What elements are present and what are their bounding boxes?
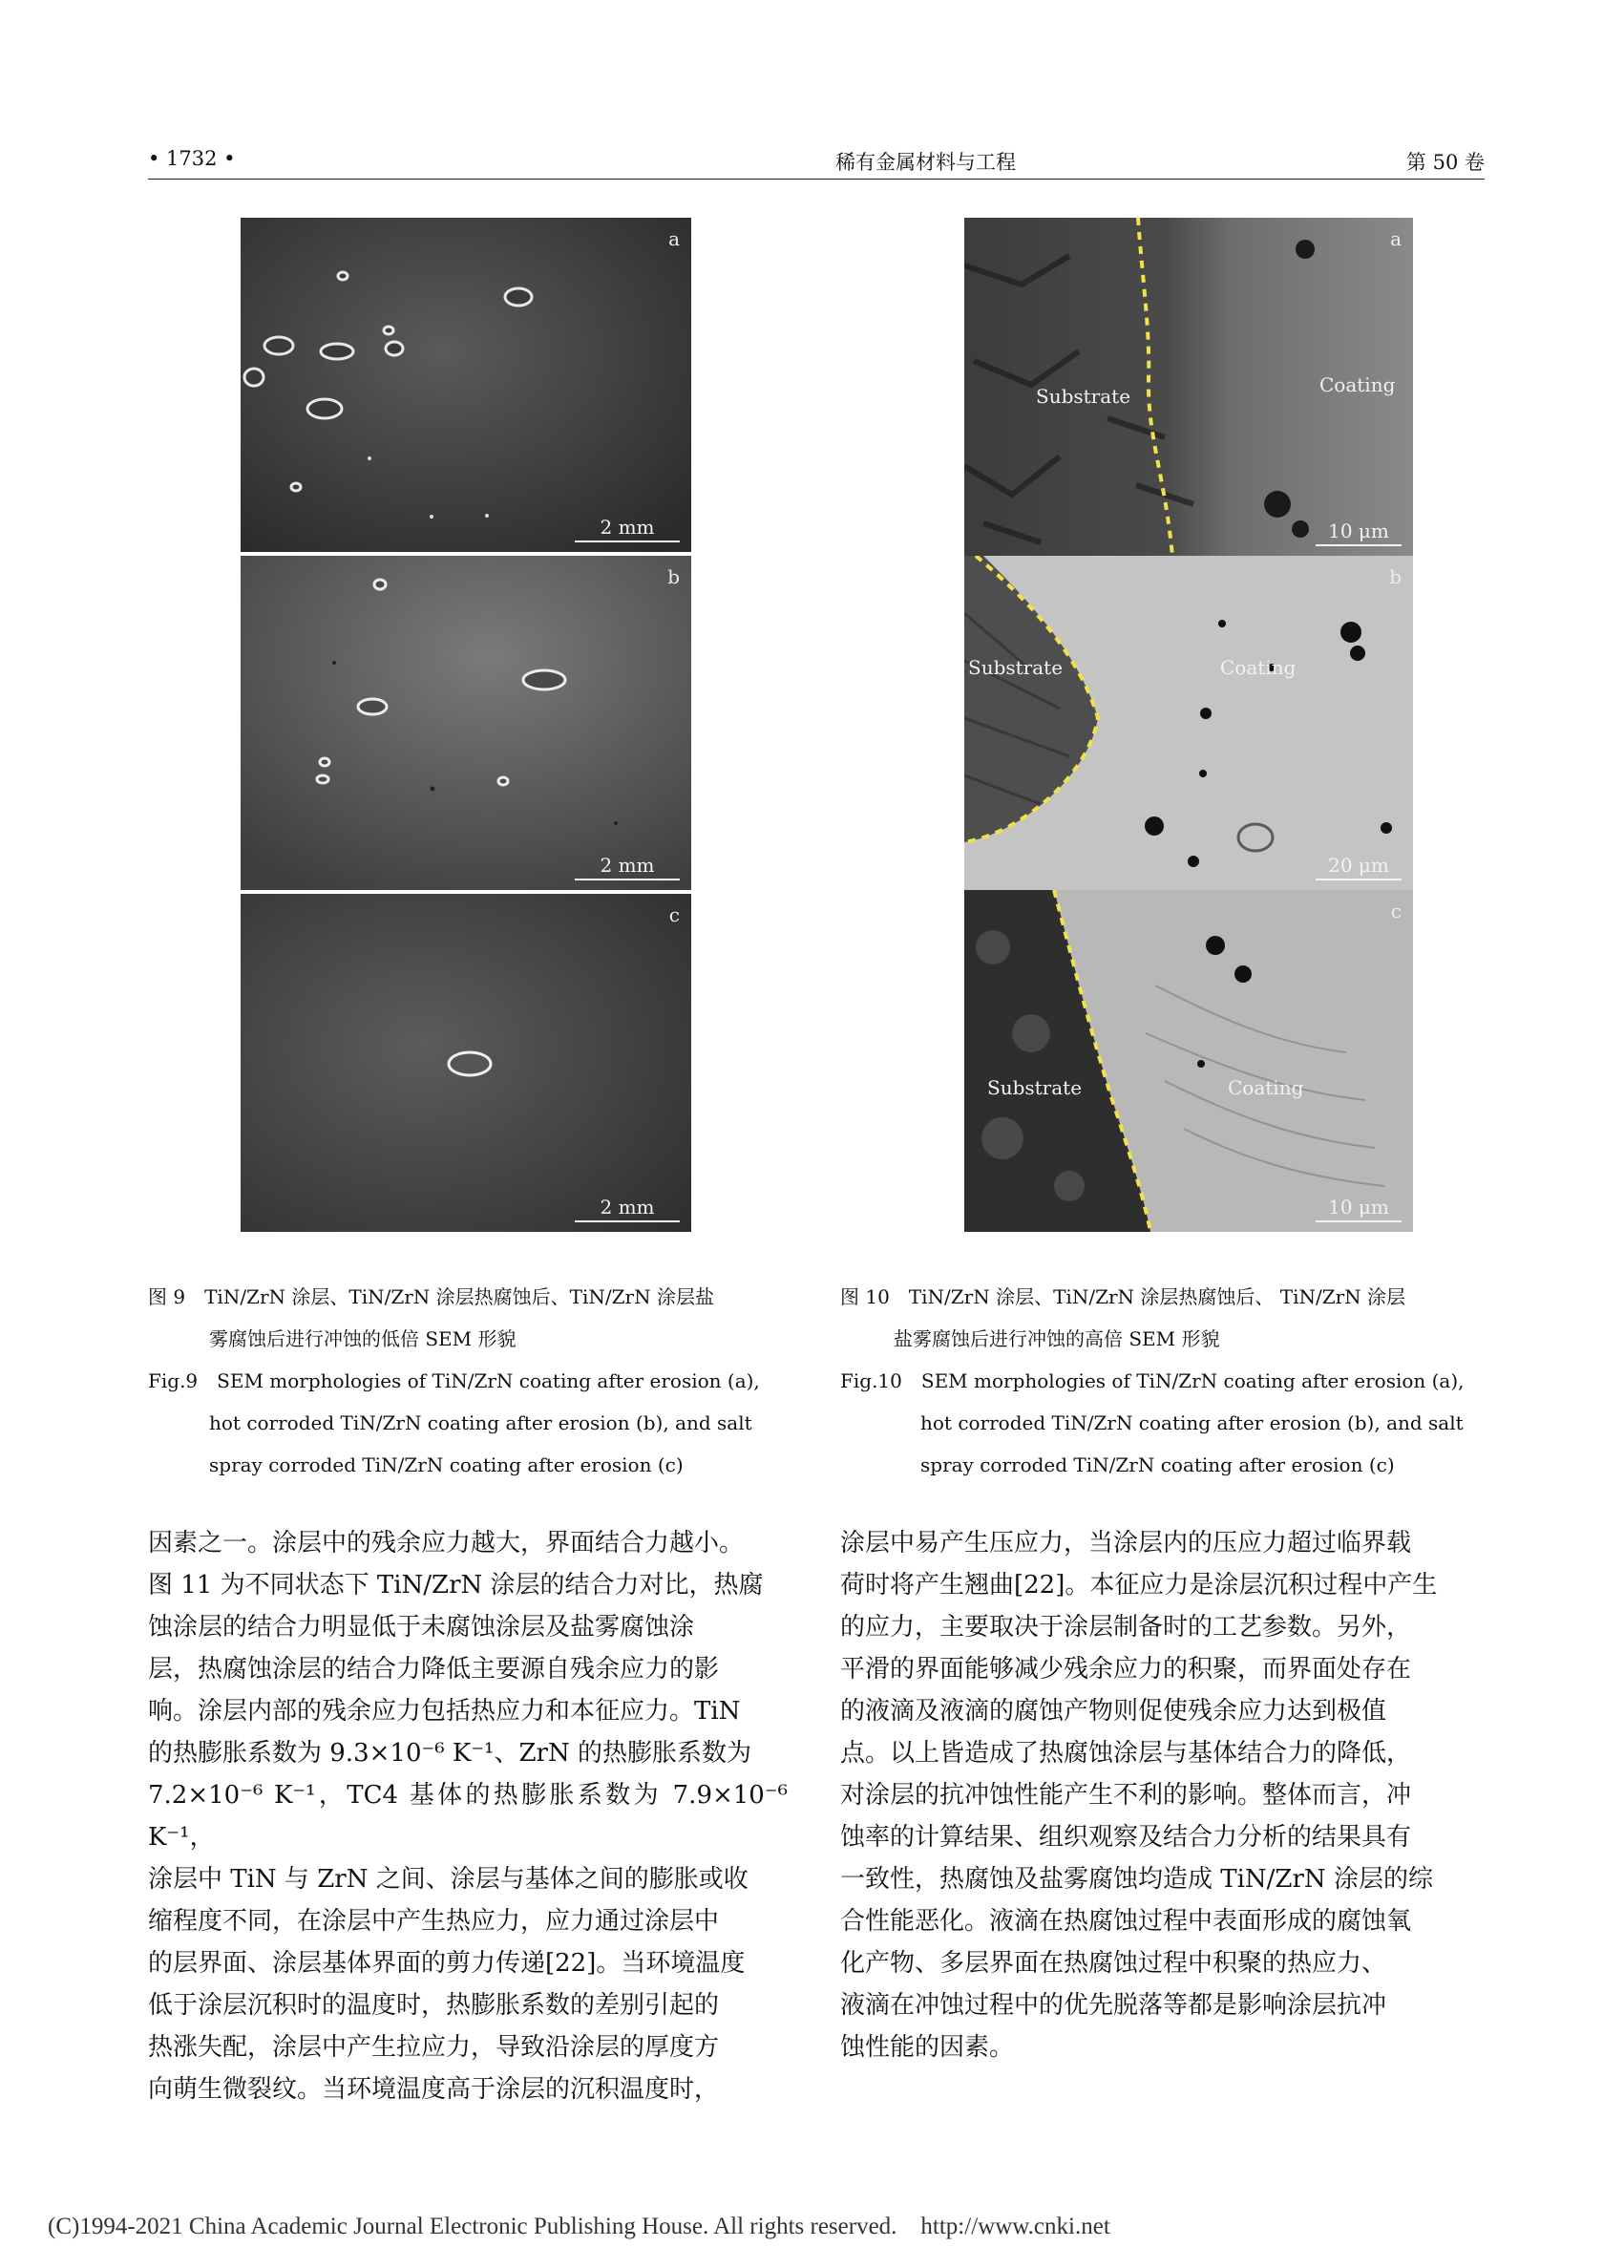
text-line: 的热膨胀系数为 9.3×10⁻⁶ K⁻¹、ZrN 的热膨胀系数为 <box>148 1739 751 1768</box>
text-line: 的液滴及液滴的腐蚀产物则促使残余应力达到极值 <box>840 1697 1387 1726</box>
text-line: 蚀涂层的结合力明显低于未腐蚀涂层及盐雾腐蚀涂 <box>148 1613 695 1642</box>
scale-bar: 2 mm <box>575 516 680 542</box>
text-line: 缩程度不同，在涂层中产生热应力，应力通过涂层中 <box>148 1907 720 1936</box>
text-line: 低于涂层沉积时的温度时，热膨胀系数的差别引起的 <box>148 1991 720 2020</box>
body-column-right <box>840 1522 1480 2068</box>
text-line: 的层界面、涂层基体界面的剪力传递[22]。当环境温度 <box>148 1949 746 1978</box>
text-line: 因素之一。涂层中的残余应力越大，界面结合力越小。 <box>148 1529 745 1558</box>
text-line: 一致性，热腐蚀及盐雾腐蚀均造成 TiN/ZrN 涂层的综 <box>840 1865 1433 1894</box>
fig10-panel-c <box>964 890 1413 1232</box>
substrate-label: Substrate <box>1036 385 1131 408</box>
text-line: 液滴在冲蚀过程中的优先脱落等都是影响涂层抗冲 <box>840 1991 1387 2020</box>
text-line: 层，热腐蚀涂层的结合力降低主要源自残余应力的影 <box>148 1655 720 1684</box>
substrate-label: Substrate <box>968 656 1064 679</box>
caption-en-line: hot corroded TiN/ZrN coating after erosion (b), and salt <box>920 1411 1464 1434</box>
caption-en-line: spray corroded TiN/ZrN coating after erosion (c) <box>920 1453 1395 1476</box>
panel-label: c <box>1390 900 1402 922</box>
scale-bar: 2 mm <box>575 1196 680 1222</box>
text-line: 荷时将产生翘曲[22]。本征应力是涂层沉积过程中产生 <box>840 1571 1438 1600</box>
sem-image-low-mag-b <box>241 556 691 890</box>
fig10-caption <box>840 1276 1489 1486</box>
fig9-caption <box>148 1276 797 1486</box>
scale-bar: 2 mm <box>575 854 680 880</box>
text-line: 点。以上皆造成了热腐蚀涂层与基体结合力的降低， <box>840 1739 1412 1768</box>
caption-cn-line: 雾腐蚀后进行冲蚀的低倍 SEM 形貌 <box>209 1327 517 1350</box>
panel-label: a <box>1390 227 1402 250</box>
sem-image-high-mag-c <box>964 890 1413 1232</box>
substrate-label: Substrate <box>987 1076 1083 1099</box>
figure-9 <box>241 218 691 1232</box>
text-line: 对涂层的抗冲蚀性能产生不利的影响。整体而言，冲 <box>840 1781 1412 1810</box>
panel-label: c <box>668 903 680 926</box>
caption-en-line: spray corroded TiN/ZrN coating after erosion (c) <box>209 1453 684 1476</box>
text-line: 合性能恶化。液滴在热腐蚀过程中表面形成的腐蚀氧 <box>840 1907 1412 1936</box>
caption-cn-line: 图 9 TiN/ZrN 涂层、TiN/ZrN 涂层热腐蚀后、TiN/ZrN 涂层盐 <box>148 1285 714 1308</box>
text-line: 图 11 为不同状态下 TiN/ZrN 涂层的结合力对比，热腐 <box>148 1571 764 1600</box>
figure-10 <box>964 218 1413 1232</box>
coating-label: Coating <box>1228 1076 1304 1099</box>
sem-image-low-mag-a <box>241 218 691 552</box>
text-line: 响。涂层内部的残余应力包括热应力和本征应力。TiN <box>148 1697 741 1726</box>
text-line: 平滑的界面能够减少残余应力的积聚，而界面处存在 <box>840 1655 1412 1684</box>
caption-cn-line: 盐雾腐蚀后进行冲蚀的高倍 SEM 形貌 <box>894 1327 1220 1350</box>
caption-cn-line: 图 10 TiN/ZrN 涂层、TiN/ZrN 涂层热腐蚀后、 TiN/ZrN 涂层 <box>840 1285 1406 1308</box>
fig10-panel-b <box>964 556 1413 890</box>
journal-name: 稀有金属材料与工程 <box>835 151 1016 174</box>
sem-image-high-mag-b <box>964 556 1413 890</box>
fig9-panel-a <box>241 218 691 552</box>
text-line: 7.2×10⁻⁶ K⁻¹，TC4 基体的热膨胀系数为 7.9×10⁻⁶ K⁻¹， <box>148 1781 788 1852</box>
fig10-panel-a <box>964 218 1413 556</box>
scale-bar: 20 μm <box>1316 854 1402 880</box>
text-line: 化产物、多层界面在热腐蚀过程中积聚的热应力、 <box>840 1949 1387 1978</box>
volume-number: 第 50 卷 <box>1405 151 1485 174</box>
text-line: 热涨失配，涂层中产生拉应力，导致沿涂层的厚度方 <box>148 2033 720 2062</box>
coating-label: Coating <box>1220 656 1297 679</box>
panel-label: a <box>668 227 680 250</box>
body-column-left <box>148 1522 788 2110</box>
fig9-panel-b <box>241 556 691 890</box>
page-number: • 1732 • <box>148 147 236 170</box>
caption-en-line: Fig.9 SEM morphologies of TiN/ZrN coating after erosion (a), <box>148 1369 760 1392</box>
text-line: 的应力，主要取决于涂层制备时的工艺参数。另外， <box>840 1613 1412 1642</box>
header-rule <box>148 179 1485 180</box>
caption-en-line: Fig.10 SEM morphologies of TiN/ZrN coating after erosion (a), <box>840 1369 1465 1392</box>
fig9-panel-c <box>241 894 691 1232</box>
sem-image-low-mag-c <box>241 894 691 1232</box>
scale-bar: 10 μm <box>1316 519 1402 546</box>
panel-label: b <box>667 565 680 588</box>
text-line: 蚀率的计算结果、组织观察及结合力分析的结果具有 <box>840 1823 1412 1852</box>
running-header <box>148 143 1485 176</box>
panel-label: b <box>1389 565 1402 588</box>
text-line: 涂层中易产生压应力，当涂层内的压应力超过临界载 <box>840 1529 1412 1558</box>
text-line: 涂层中 TiN 与 ZrN 之间、涂层与基体之间的膨胀或收 <box>148 1865 749 1894</box>
text-line: 蚀性能的因素。 <box>840 2033 1015 2062</box>
text-line: 向萌生微裂纹。当环境温度高于涂层的沉积温度时， <box>148 2075 720 2104</box>
caption-en-line: hot corroded TiN/ZrN coating after erosion (b), and salt <box>209 1411 752 1434</box>
coating-label: Coating <box>1319 373 1396 396</box>
scale-bar: 10 μm <box>1316 1196 1402 1222</box>
copyright-footer: (C)1994-2021 China Academic Journal Electronic Publishing House. All rights reserved. http://www.cnki.net <box>48 2214 1110 2239</box>
